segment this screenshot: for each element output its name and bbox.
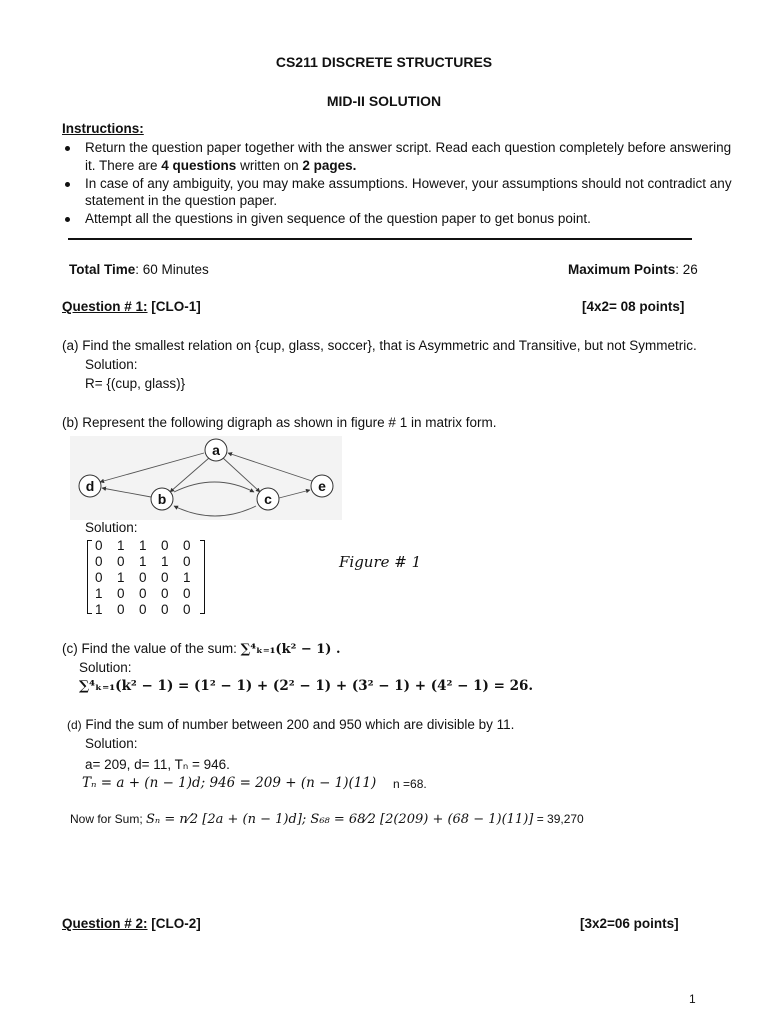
matrix-cell: 0 bbox=[139, 570, 147, 585]
instruction-1-line-2 bbox=[85, 158, 356, 173]
node-label-b: b bbox=[157, 491, 167, 507]
q1d-solution-label: Solution: bbox=[85, 736, 138, 751]
matrix-cell: 1 bbox=[117, 570, 125, 585]
bullet-icon bbox=[65, 146, 70, 151]
question-label: Question # 2: bbox=[62, 916, 148, 931]
maximum-points bbox=[568, 262, 698, 277]
instruction-3: Attempt all the questions in given sequence of the question paper to get bonus point. bbox=[85, 211, 591, 226]
matrix-cell: 0 bbox=[183, 538, 191, 553]
matrix-row bbox=[95, 570, 205, 585]
course-title: CS211 DISCRETE STRUCTURES bbox=[275, 54, 493, 70]
instruction-text: it. There are bbox=[85, 158, 162, 173]
question-2-points: [3x2=06 points] bbox=[580, 916, 679, 931]
q1d-n-result: n =68. bbox=[393, 777, 427, 791]
q1d-formula: Tₙ = a + (n − 1)d; 946 = 209 + (n − 1)(11) bbox=[82, 775, 377, 791]
matrix-cell: 0 bbox=[95, 554, 103, 569]
matrix-cell: 0 bbox=[95, 538, 103, 553]
q1a-text: (a) Find the smallest relation on {cup, glass, soccer}, that is Asymmetric and Transitive, but not Symmetric. bbox=[62, 338, 697, 353]
adjacency-matrix bbox=[87, 538, 205, 616]
page-number: 1 bbox=[689, 992, 696, 1006]
matrix-cell: 0 bbox=[139, 602, 147, 617]
matrix-cell: 0 bbox=[117, 602, 125, 617]
instruction-1-line-1: Return the question paper together with the answer script. Read each question completely before answering bbox=[85, 140, 732, 155]
points-value: : 26 bbox=[675, 262, 698, 277]
q1d-given: a= 209, d= 11, Tₙ = 946. bbox=[85, 757, 230, 772]
node-label-c: c bbox=[264, 491, 272, 507]
exam-title: MID-II SOLUTION bbox=[326, 93, 442, 109]
question-1-heading bbox=[62, 299, 201, 314]
matrix-cell: 0 bbox=[117, 554, 125, 569]
bullet-icon bbox=[65, 182, 70, 187]
digraph-figure bbox=[70, 436, 342, 520]
node-e bbox=[311, 475, 333, 497]
matrix-cell: 0 bbox=[183, 602, 191, 617]
q1d-sum-result: = 39,270 bbox=[536, 812, 584, 826]
question-1-points: [4x2= 08 points] bbox=[582, 299, 685, 314]
q1c-answer: ∑⁴ₖ₌₁(k² − 1) = (1² − 1) + (2² − 1) + (3² − 1) + (4² − 1) = 26. bbox=[79, 678, 534, 694]
q1c-prompt: (c) Find the value of the sum: bbox=[62, 641, 237, 656]
instruction-emph: 2 pages. bbox=[302, 158, 357, 173]
q1d-sum-line bbox=[70, 812, 584, 827]
question-clo: [CLO-1] bbox=[147, 299, 201, 314]
question-clo: [CLO-2] bbox=[147, 916, 201, 931]
instruction-2-line-2: statement in the question paper. bbox=[85, 193, 278, 208]
matrix-cell: 0 bbox=[161, 570, 169, 585]
matrix-cell: 0 bbox=[161, 586, 169, 601]
q1a-solution-label: Solution: bbox=[85, 357, 138, 372]
matrix-cell: 0 bbox=[117, 586, 125, 601]
bullet-icon bbox=[65, 217, 70, 222]
instruction-2-line-1: In case of any ambiguity, you may make assumptions. However, your assumptions should not contradict any bbox=[85, 176, 732, 191]
q1d-sum-formula: Sₙ = n⁄2 [2a + (n − 1)d]; S₆₈ = 68⁄2 [2(209) + (68 − 1)(11)] bbox=[146, 812, 534, 827]
question-2-heading bbox=[62, 916, 201, 931]
matrix-cell: 1 bbox=[95, 586, 103, 601]
q1c-solution-label: Solution: bbox=[79, 660, 132, 675]
node-d bbox=[79, 475, 101, 497]
q1d-sum-prefix: Now for Sum; bbox=[70, 812, 143, 826]
total-time bbox=[69, 262, 209, 277]
matrix-bracket-left bbox=[87, 540, 92, 614]
matrix-row bbox=[95, 554, 205, 569]
time-value: : 60 Minutes bbox=[135, 262, 209, 277]
instruction-text: written on bbox=[236, 158, 303, 173]
divider bbox=[68, 238, 692, 240]
q1b-solution-label: Solution: bbox=[85, 520, 138, 535]
matrix-cell: 0 bbox=[161, 602, 169, 617]
instructions-heading: Instructions: bbox=[62, 121, 144, 136]
matrix-row bbox=[95, 586, 205, 601]
matrix-cell: 0 bbox=[183, 586, 191, 601]
matrix-cell: 0 bbox=[139, 586, 147, 601]
node-label-a: a bbox=[212, 442, 220, 458]
q1b-text: (b) Represent the following digraph as shown in figure # 1 in matrix form. bbox=[62, 415, 497, 430]
question-label: Question # 1: bbox=[62, 299, 148, 314]
q1a-answer: R= {(cup, glass)} bbox=[85, 376, 186, 391]
matrix-cell: 0 bbox=[183, 554, 191, 569]
instruction-emph: 4 questions bbox=[161, 158, 237, 173]
matrix-cell: 1 bbox=[139, 538, 147, 553]
matrix-cell: 0 bbox=[161, 538, 169, 553]
q1d-prompt: Find the sum of number between 200 and 950 which are divisible by 11. bbox=[81, 717, 515, 732]
matrix-cell: 1 bbox=[161, 554, 169, 569]
matrix-row bbox=[95, 538, 205, 553]
matrix-cell: 1 bbox=[139, 554, 147, 569]
time-label: Total Time bbox=[69, 262, 136, 277]
q1c-text bbox=[62, 641, 340, 657]
points-label: Maximum Points bbox=[568, 262, 676, 277]
node-label-e: e bbox=[318, 478, 326, 494]
node-label-d: d bbox=[85, 478, 95, 494]
matrix-cell: 1 bbox=[95, 602, 103, 617]
figure-caption: Figure # 1 bbox=[339, 553, 422, 571]
node-c bbox=[257, 488, 279, 510]
q1c-expression: ∑⁴ₖ₌₁(k² − 1) . bbox=[240, 642, 341, 657]
matrix-cell: 1 bbox=[183, 570, 191, 585]
node-b bbox=[151, 488, 173, 510]
matrix-cell: 0 bbox=[95, 570, 103, 585]
matrix-cell: 1 bbox=[117, 538, 125, 553]
q1d-text bbox=[67, 717, 514, 732]
matrix-row bbox=[95, 602, 205, 617]
node-a bbox=[205, 439, 227, 461]
q1d-label: (d) bbox=[67, 718, 82, 732]
